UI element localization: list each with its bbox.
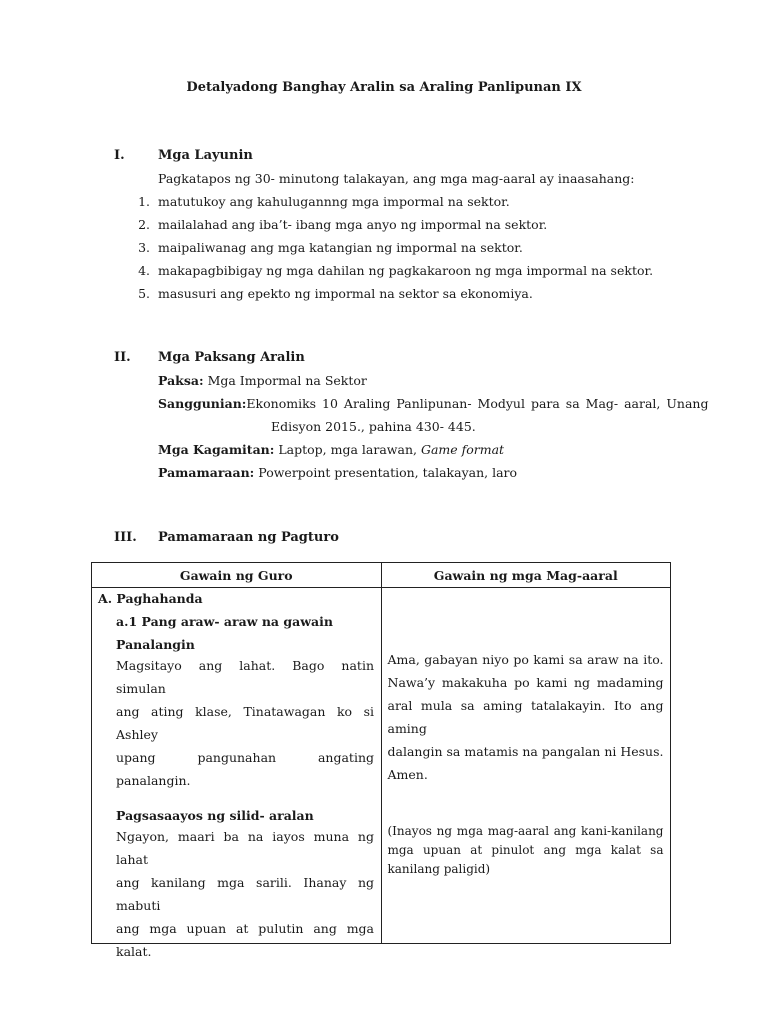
section-2-numeral: II. bbox=[114, 350, 131, 365]
sanggunian-row bbox=[158, 396, 709, 411]
objective-item: masusuri ang epekto ng impormal na sektor sa ekonomiya. bbox=[158, 286, 533, 301]
document-title: Detalyadong Banghay Aralin sa Araling Panlipunan IX bbox=[186, 80, 582, 95]
kagamitan-value: Laptop, mga larawan, bbox=[278, 442, 417, 457]
section-1-numeral: I. bbox=[114, 148, 125, 163]
objectives-intro: Pagkatapos ng 30- minutong talakayan, ang mga mag-aaral ay inaasahang: bbox=[158, 171, 635, 186]
section-2-heading: Mga Paksang Aralin bbox=[158, 350, 305, 365]
teacher-room-line: ang mga upuan at pulutin ang mga kalat. bbox=[116, 921, 374, 959]
pamamaraan-label: Pamamaraan: bbox=[158, 465, 255, 480]
section-3-heading: Pamamaraan ng Pagturo bbox=[158, 530, 339, 545]
student-prayer-line: Amen. bbox=[387, 767, 428, 782]
col-header-students: Gawain ng mga Mag-aaral bbox=[381, 563, 671, 588]
teacher-prayer-text bbox=[116, 654, 374, 792]
student-room-line: mga upuan at pinulot ang mga kalat sa bbox=[387, 843, 664, 857]
teacher-room-text bbox=[116, 825, 374, 963]
student-prayer-line: Nawa’y makakuha po kami ng madaming bbox=[387, 675, 664, 690]
teacher-prayer-line: ang ating klase, Tinatawagan ko si Ashley bbox=[116, 704, 374, 742]
kagamitan-row bbox=[158, 442, 504, 457]
section-1-heading: Mga Layunin bbox=[158, 148, 253, 163]
table-row bbox=[92, 588, 671, 944]
panalangin-heading: Panalangin bbox=[116, 637, 195, 652]
objective-number: 1. bbox=[138, 194, 150, 209]
teacher-activity-cell bbox=[92, 588, 382, 959]
lesson-procedure-table bbox=[91, 562, 671, 959]
teacher-prayer-line: upang pangunahan angating panalangin. bbox=[116, 750, 374, 788]
objective-item: makapagbibigay ng mga dahilan ng pagkakaroon ng mga impormal na sektor. bbox=[158, 263, 654, 278]
paksa-value: Mga Impormal na Sektor bbox=[207, 373, 367, 388]
objective-number: 2. bbox=[138, 217, 150, 232]
kagamitan-game-format: Game format bbox=[420, 442, 505, 457]
student-prayer-text bbox=[388, 648, 664, 786]
objective-item: maipaliwanag ang mga katangian ng impormal na sektor. bbox=[158, 240, 523, 255]
section-3-numeral: III. bbox=[114, 530, 137, 545]
student-activity-cell bbox=[381, 588, 671, 944]
objective-item: mailalahad ang iba’t- ibang mga anyo ng impormal na sektor. bbox=[158, 217, 548, 232]
student-prayer-line: aral mula sa aming tatalakayin. Ito ang aming bbox=[387, 698, 664, 736]
teacher-room-line: Ngayon, maari ba na iayos muna ng lahat bbox=[116, 829, 374, 867]
objective-number: 5. bbox=[138, 286, 150, 301]
sanggunian-label: Sanggunian: bbox=[158, 396, 247, 411]
pamamaraan-row bbox=[158, 465, 517, 480]
student-prayer-line: dalangin sa matamis na pangalan ni Hesus. bbox=[387, 744, 664, 759]
part-a-heading: A. Paghahanda bbox=[98, 591, 203, 606]
sanggunian-value-line2: Edisyon 2015., pahina 430- 445. bbox=[271, 419, 476, 434]
col-header-teacher: Gawain ng Guro bbox=[92, 563, 382, 588]
sanggunian-value-line1: Ekonomiks 10 Araling Panlipunan- Modyul para sa Mag- aaral, Unang bbox=[246, 396, 709, 411]
kagamitan-label: Mga Kagamitan: bbox=[158, 442, 275, 457]
teacher-prayer-line: Magsitayo ang lahat. Bago natin simulan bbox=[116, 658, 374, 696]
sub-a1-heading: a.1 Pang araw- araw na gawain bbox=[116, 614, 333, 629]
objective-item: matutukoy ang kahulugannng mga impormal na sektor. bbox=[158, 194, 510, 209]
paksa-label: Paksa: bbox=[158, 373, 204, 388]
student-room-line: kanilang paligid) bbox=[387, 862, 491, 876]
student-room-line: (Inayos ng mga mag-aaral ang kani-kanilang bbox=[387, 824, 664, 838]
pamamaraan-value: Powerpoint presentation, talakayan, laro bbox=[258, 465, 518, 480]
student-room-text bbox=[388, 822, 664, 879]
objective-number: 4. bbox=[138, 263, 150, 278]
objective-number: 3. bbox=[138, 240, 150, 255]
paksa-row bbox=[158, 373, 367, 388]
teacher-room-line: ang kanilang mga sarili. Ihanay ng mabuti bbox=[116, 875, 374, 913]
table-header-row bbox=[92, 563, 671, 588]
student-prayer-line: Ama, gabayan niyo po kami sa araw na ito. bbox=[387, 652, 664, 667]
pagsasaayos-heading: Pagsasaayos ng silid- aralan bbox=[116, 808, 314, 823]
